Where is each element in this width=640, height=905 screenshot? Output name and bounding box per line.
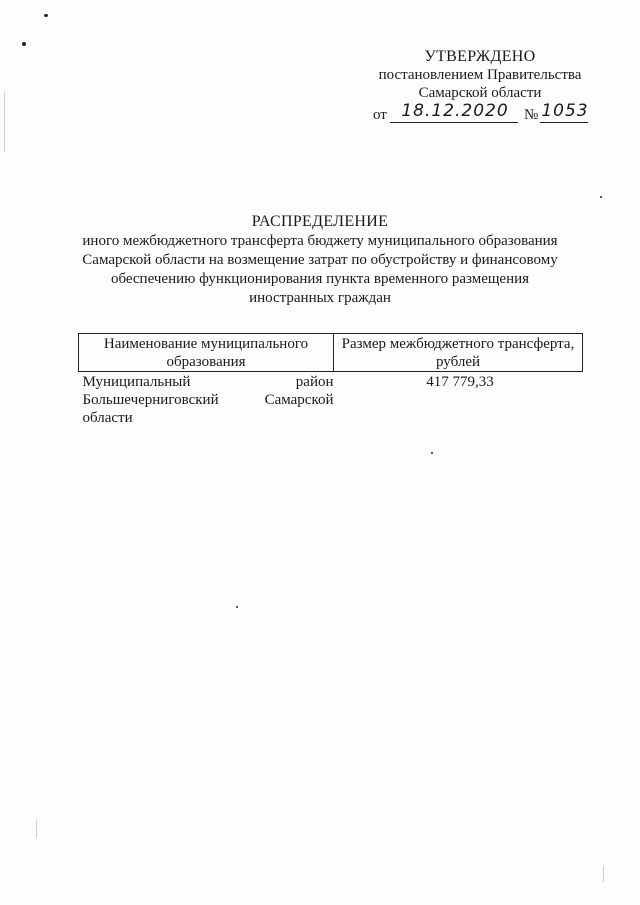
handwritten-number: 1053 (541, 101, 589, 121)
scan-edge-line (603, 866, 604, 882)
title-line-1: иного межбюджетного трансферта бюджету муниципального образования (82, 233, 558, 249)
approval-block (360, 48, 600, 126)
scan-speck (22, 42, 26, 46)
scan-speck (600, 196, 602, 198)
handwritten-date: 18.12.2020 (401, 101, 509, 121)
scan-edge-line (4, 92, 5, 152)
title-line-4: иностранных граждан (249, 290, 391, 306)
scan-speck (431, 452, 433, 454)
number-underline (540, 122, 588, 123)
column-header-municipality: Наименование муниципального образования (79, 334, 334, 372)
column-header-amount: Размер межбюджетного трансферта, рублей (334, 334, 583, 372)
approval-line-2: Самарской области (418, 85, 542, 101)
title-line-2: Самарской области на возмещение затрат по обустройству и финансовому (82, 252, 558, 268)
scan-edge-line (36, 820, 37, 838)
table-row (79, 372, 583, 428)
date-underline (390, 122, 518, 123)
title-heading: РАСПРЕДЕЛЕНИЕ (251, 213, 389, 230)
scan-speck (44, 14, 48, 17)
title-line-3: обеспечению функционирования пункта временного размещения (110, 271, 530, 287)
approval-status: УТВЕРЖДЕНО (424, 48, 536, 65)
number-prefix: № (524, 107, 539, 123)
municipality-name-cell: Муниципальный район Большечерниговский Самарской области (82, 374, 334, 426)
document-title (70, 212, 570, 308)
distribution-table (78, 333, 583, 427)
approval-date-line (360, 101, 600, 126)
approval-line-1: постановлением Правительства (378, 67, 582, 83)
table-header-row (79, 334, 583, 372)
date-prefix: от (373, 107, 387, 123)
scan-speck (236, 606, 238, 608)
amount-cell: 417 779,33 (426, 374, 494, 390)
